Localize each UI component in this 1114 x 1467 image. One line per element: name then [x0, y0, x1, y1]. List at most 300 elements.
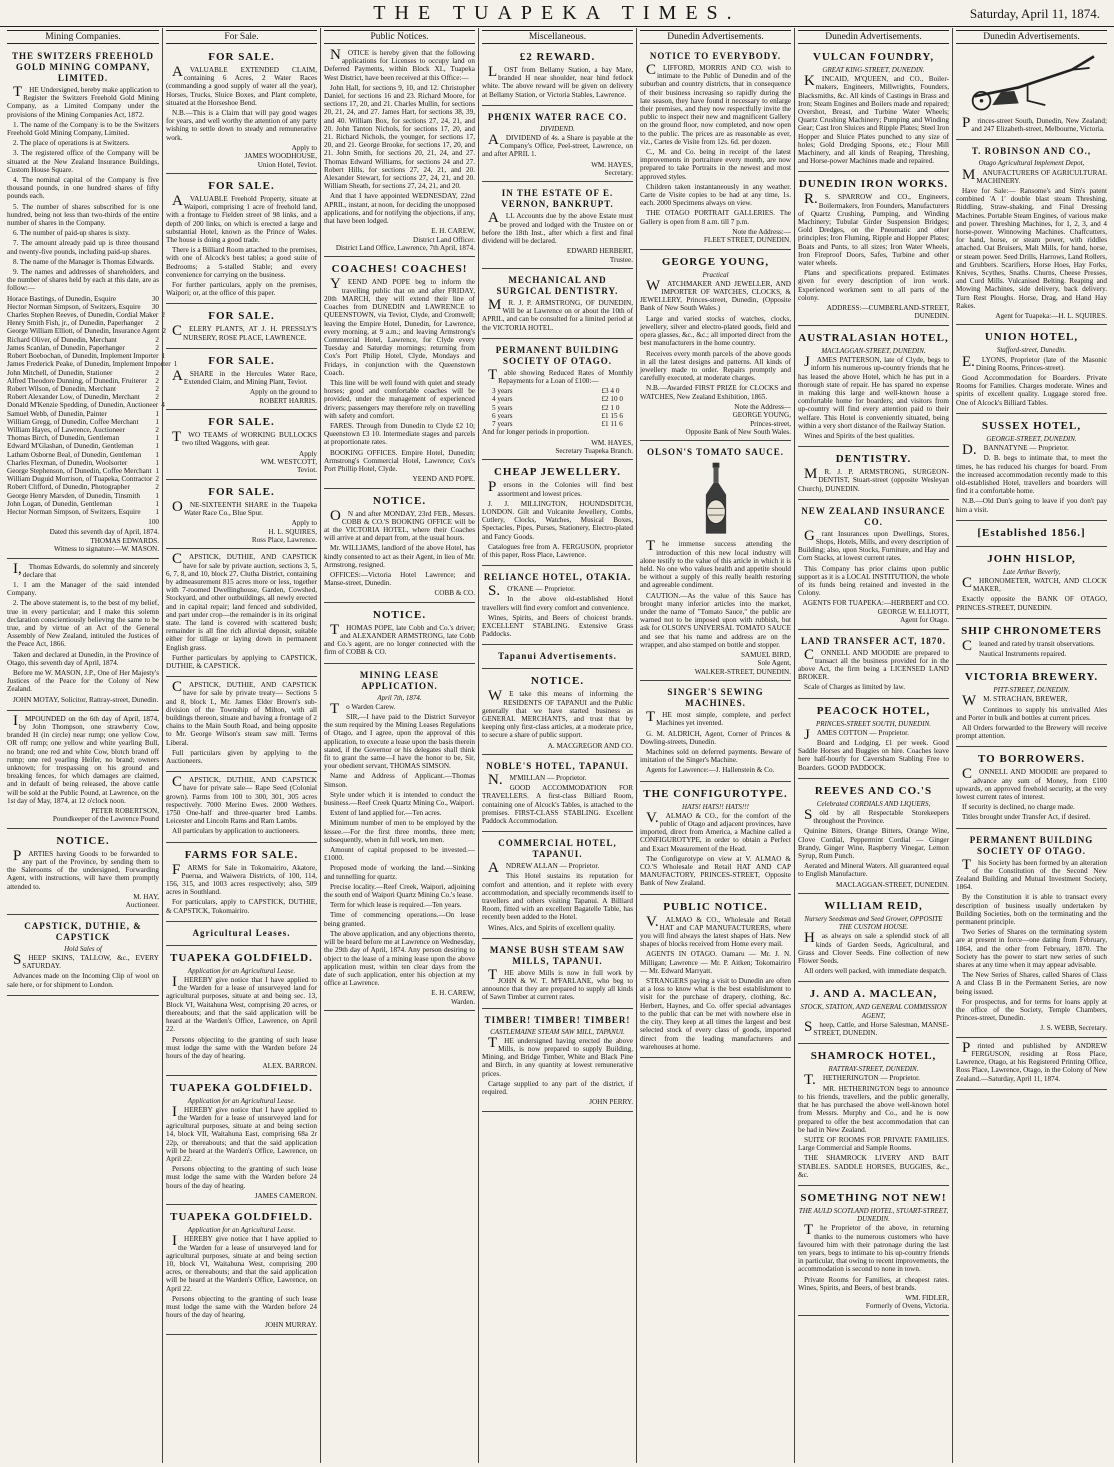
signature-line: JAMES CAMERON. — [254, 1191, 317, 1200]
ad-paragraph: PARTIES having Goods to be forwarded to any part of the Province, by sending them to the Salerooms of the undersigned, Forwarding Agent, with instructions, will have them promptly attended to. — [7, 847, 159, 891]
ad-paragraph: Style under which it is intended to conduct the business.—Reef Creek Quartz Mining Co., Waipori. — [324, 790, 475, 808]
ad-paragraph: V.ALMAO & CO., for the comfort of the public of Otago and adjacent provinces, have imported, direct from America, a Machine called a CONFIGUROTYPE, in order to obtain a Perfect and Exact Measurement of the Head. — [640, 809, 791, 853]
ad-title: TO BORROWERS. — [978, 753, 1085, 766]
ad-body — [798, 1074, 949, 1178]
ad-paragraph: JAMES COTTON — Proprietor. — [804, 726, 909, 743]
ad-body — [166, 776, 317, 835]
advertisement — [166, 351, 317, 410]
ad-body — [956, 695, 1107, 740]
signature-line: M. HAY, — [133, 892, 159, 901]
ad-body — [640, 64, 791, 226]
ad-title: JOHN HISLOP, — [987, 552, 1076, 565]
ad-title: PERMANENT BUILDING SOCIETY OF OTAGO. — [969, 834, 1094, 856]
shareholder-name: Samuel Webb, of Dunedin, Painter — [7, 409, 107, 418]
ad-body — [798, 932, 949, 975]
advertisement — [7, 917, 159, 996]
shareholder-row — [7, 303, 159, 311]
ad-paragraph: Large and varied stocks of watches, clocks, jewellery, silver and electro-plated goods, field and opera glasses, &c., &c.; all imported direct from the best manufacturers in the home country. — [640, 314, 791, 348]
ad-subtitle: Application for an Agricultural Lease. — [187, 1226, 296, 1235]
ad-paragraph: IHEREBY give notice that I have applied to the Warden for a lease of unsurveyed land for agricultural purposes, situate at and being sec. 13, Block VI, Waitahuna West, comprising 20 acres, or thereabouts; and that the said application will be heard at the Warden's Office, Lawrence, on April 22. — [166, 974, 317, 1034]
ad-title: NOTICE. — [56, 834, 110, 847]
ad-paragraph: CONNELL AND MOODIE are prepared to advance any sum of Money, from £100 upwards, on approved freehold security, at the very lowest current rates of interest. — [956, 766, 1107, 801]
signature-line: FLEET STREET, DUNEDIN. — [703, 236, 791, 245]
ad-paragraph: CAPSTICK, DUTHIE, AND CAPSTICK have for sale by private treaty— Sections 5 and 8, block I., Mr. James Elder Brown's sub-division of the Township of Milton, with all buildings thereon, situate and having a frontage of 2 chains to the Main South Road, and being opposite to Mr. George Wilson's steam saw mill. Terms Liberal. — [166, 679, 317, 747]
advertisement — [640, 683, 791, 781]
ad-subtitle: Practical — [702, 270, 729, 279]
shareholder-name: Latham Osborne Beal, of Dunedin, Gentleman — [7, 450, 142, 459]
column-header: Dunedin Advertisements. — [640, 30, 791, 44]
ad-paragraph: Good Accommodation for Boarders. Private Rooms for Families. Charges moderate. Wines and spirits of excellent quality. Luggage stored free. One of Alcock's Billiard Tables. — [956, 374, 1107, 407]
ad-body — [166, 195, 317, 297]
signature-block — [324, 475, 475, 483]
ad-body — [482, 212, 633, 245]
ad-paragraph: Catalogues free from A. FERGUSON, proprietor of this paper, Ross Place, Lawrence. — [482, 542, 633, 559]
advertisement — [798, 781, 949, 894]
ad-paragraph: CONNELL AND MOODIE are prepared to transact all the business provided for in the above Act, the firm being a LICENSED LAND BROKER. — [798, 646, 949, 682]
signature-line: WM. HAYES, — [591, 438, 633, 447]
shareholder-shares: 2 — [155, 425, 159, 434]
shareholder-name: Henry Smith Fish, jr., of Dunedin, Paperhanger — [7, 319, 144, 328]
shareholder-row — [7, 319, 159, 327]
ad-paragraph: D.BANNATYNE — Proprietor. — [962, 442, 1069, 459]
signature-block — [324, 227, 475, 252]
ad-title: FOR SALE. — [208, 180, 275, 193]
ad-title: SOMETHING NOT NEW! — [800, 1191, 947, 1204]
advertisement — [798, 502, 949, 630]
advertisement — [640, 897, 791, 1058]
column-7 — [952, 28, 1110, 1463]
advertisement — [7, 561, 159, 711]
ad-title: LAND TRANSFER ACT, 1870. — [801, 635, 946, 646]
ad-title: DENTISTRY. — [835, 453, 912, 466]
signature-line: EDWARD HERBERT, — [566, 247, 633, 256]
shareholder-shares: 1 — [155, 417, 159, 426]
ad-title: SUSSEX HOTEL, — [981, 419, 1082, 432]
ad-body — [640, 711, 791, 774]
ad-paragraph: SHEEP SKINS, TALLOW, &c., EVERY SATURDAY. — [13, 951, 159, 971]
signature-block — [956, 312, 1107, 320]
advertisement — [482, 184, 633, 269]
ad-paragraph: BOOKING OFFICES. Empire Hotel, Dunedin; Armstrong's Commercial Hotel, Lawrence; Cox's Port Phillip Hotel, Clyde. — [324, 448, 475, 473]
signature-line: Auctioneer. — [125, 901, 159, 910]
ad-paragraph: N.B.—This is a Claim that will pay good wages for years, and well worthy the attention of any party wishing to settle down to steady and remunerative work. — [166, 109, 317, 142]
ad-title: TIMBER! TIMBER! TIMBER! — [484, 1014, 631, 1025]
signature-block — [482, 439, 633, 456]
signature-line: GEORGE W. ELLIOTT, — [877, 607, 949, 616]
ad-title: PERMANENT BUILDING SOCIETY OF OTAGO. — [495, 344, 620, 366]
signature-line: Agent for Tuapeka:—H. L. SQUIRES. — [995, 312, 1107, 321]
ad-paragraph: 8. The name of the Manager is Thomas Edwards. — [13, 257, 155, 266]
ad-paragraph: To Warden Carew. — [330, 700, 396, 717]
ad-title: NOTICE. — [530, 675, 585, 688]
ad-paragraph: 9. The names and addresses of shareholders, and the number of shares held by each at this date, are as follow:— — [7, 268, 159, 293]
ad-subtitle: Celebrated CORDIALS AND LIQUERS, — [816, 799, 931, 808]
advertisement — [482, 108, 633, 183]
advertisement — [166, 306, 317, 348]
ad-title: TUAPEKA GOLDFIELD. — [170, 1211, 313, 1224]
ad-paragraph: THE most simple, complete, and perfect Machines yet invented. — [646, 709, 791, 728]
advertisement — [798, 47, 949, 172]
advertisement — [324, 47, 475, 257]
ad-body — [7, 560, 159, 704]
ad-body — [956, 166, 1107, 310]
ad-paragraph: SIR,—I have paid to the District Surveyor the sum required by the Mining Leases Regulations of Otago, and I agree, upon the approval of this application, to execute a lease upon the basis therein stated, if the Governor or his delegates shall think fit to grant the same—I have the honor to be, Sir, your obedient servant, THOMAS SIMSON. — [324, 713, 475, 771]
shareholder-name: William Hayes, of Lawrence, Auctioneer — [7, 425, 125, 434]
ad-paragraph: S.O'KANE — Proprietor. — [488, 583, 575, 600]
ad-paragraph: Two Series of Shares on the terminating system are at present in force—one dating from February, 1864, and the other from February, 1870. The Society has the power to start new series of such shares at any time when it may appear advisable. — [956, 928, 1107, 970]
shareholder-name: Charles Stephen Reeves, of Dunedin, Cordial Maker — [7, 311, 159, 320]
ad-body — [482, 299, 633, 332]
signature-block — [482, 1098, 633, 1106]
ad-body — [166, 498, 317, 517]
shareholder-row — [7, 410, 159, 418]
ad-title: TUAPEKA GOLDFIELD. — [170, 951, 313, 964]
ad-body — [482, 481, 633, 559]
ad-paragraph: Taken and declared at Dunedin, in the Province of Otago, this seventh day of April, 1874. — [7, 650, 159, 667]
shareholder-row — [7, 344, 159, 352]
ad-body — [482, 690, 633, 739]
ad-title: NOBLE'S HOTEL, TAPANUI. — [486, 760, 629, 771]
ad-subtitle: Application for an Agricultural Lease. — [187, 966, 296, 975]
advertisement — [166, 845, 317, 922]
signature-block — [640, 403, 791, 437]
shareholder-name: George Stephenson, of Dunedin, Coffee Merchant — [7, 466, 152, 475]
ad-title: Agricultural Leases. — [192, 927, 291, 938]
shareholder-row — [7, 327, 166, 336]
ad-body — [640, 540, 791, 649]
shareholder-row — [7, 377, 159, 385]
ad-body — [166, 367, 317, 387]
ad-subtitle: Application for an Agricultural Lease. — [187, 1096, 296, 1105]
signature-line: Sole Agent, — [757, 659, 791, 668]
signature-block — [640, 228, 791, 245]
ad-body — [482, 366, 633, 386]
ad-paragraph: KINCAID, M'QUEEN, and CO., Boiler-makers, Engineers, Millwrights, Founders, Blacksmiths, &c. All kinds of Castings in Brass and Iron; Steam Engines and Boilers made and repaired; Overshot, Breast, and Turbine Water Wheels; Quartz Crushing Machinery; Pumping and Winding Gear; Cast Iron Sluices and Ripple Plates; Steel Iron Hopper and Sluice Plates punched to any size of holes; Gold Dredging Spoons, etc.; Flour Mill Machinery, and all kinds of Reaping, Threshing, and Horse-power Machines made and repaired. — [798, 73, 949, 166]
shareholder-shares: 2 — [155, 343, 159, 352]
ad-paragraph: WM. STRACHAN, BREWER, — [962, 693, 1068, 710]
ad-subtitle: PITT-STREET, DUNEDIN. — [993, 686, 1070, 695]
ad-body — [166, 553, 317, 670]
ad-subtitle: PRINCES-STREET SOUTH, DUNEDIN. — [816, 719, 931, 728]
ad-paragraph: C., M. and Co. being in receipt of the latest improvements in portraiture every month, are now prepared to take Portraits in the newest and most approved styles. — [640, 148, 791, 181]
ad-paragraph: Printed and published by ANDREW FERGUSON, residing at Ross Place, Lawrence, Otago, at his Registered Printing Office, Ross Place, Lawrence, Otago, in the Colony of New Zealand.—Saturday, April 11, 1874. — [956, 1039, 1107, 1083]
shareholder-row — [7, 500, 159, 508]
signature-line: JAMES WOODHOUSE, — [244, 152, 317, 161]
ad-paragraph: Exactly opposite the BANK OF OTAGO, PRINCES-STREET, DUNEDIN. — [956, 595, 1107, 612]
shareholder-name: Charles Flexman, of Dunedin, Woolsorter — [7, 458, 128, 467]
advertisement — [482, 568, 633, 645]
ad-paragraph: IMPOUNDED on the 6th day of April, 1874, by John Thompson, one strawberry Cow, branded H (in circle) near rump; one yellow Cow, OR off rump; one yellow and white yearling Bull, no brand; one red and white Cow, blotch brand off rump; one red yearling Heifer, no brand; owners unknown; for trespassing on his ground and breaking fences, for which damages are claimed, and in default of being released, the above cattle will be sold at the Public Pound, at Lawrence, on the 1st day of May, 1874, at 12 o'clock noon. — [7, 712, 159, 805]
table-cell-term: 6 years — [492, 411, 513, 420]
ad-paragraph: CHRONOMETER, WATCH, AND CLOCK MAKER, — [962, 574, 1107, 594]
shareholder-row — [7, 467, 159, 475]
shareholder-name: Hector Norman Simpson, of Switzers, Esquire — [7, 302, 141, 311]
shareholder-name: Robert Wilson, of Dunedin, Merchant — [7, 384, 116, 393]
ad-paragraph: AVALUABLE Freehold Property, situate at Waipori, comprising 1 acre of freehold land, with a frontage to Fielden street of 98 links, and a depth of 200 links, on which is erected a large and substantial Hotel, known as the Prince of Wales. The house is doing a good trade. — [166, 193, 317, 245]
table-cell-amount: £3 4 0 — [601, 387, 620, 396]
shareholder-name: George Henry Marsden, of Dunedin, Tinsmith — [7, 491, 141, 500]
ad-paragraph: There is a Billiard Room attached to the premises, with one of Alcock's best tables; a good suite of Bedrooms; a 5-stalled Stable; and every convenience for carrying on the business. — [166, 246, 317, 279]
ad-paragraph: 6. The number of paid-up shares is sixty. — [13, 229, 130, 238]
advertisement — [798, 449, 949, 500]
advertisement — [166, 176, 317, 304]
signature-block — [482, 742, 633, 750]
shareholder-row — [7, 352, 166, 361]
ad-paragraph: E.LYONS, Proprietor (late of the Masonic Dining Rooms, Princes-street). — [962, 353, 1107, 372]
ad-paragraph: ONE-SIXTEENTH SHARE in the Tuapeka Water Race Co., Blue Spur. — [172, 498, 317, 517]
ad-paragraph: Amount of capital proposed to be invested.—£1000. — [324, 846, 475, 863]
signature-line: Union Hotel, Teviot. — [257, 160, 317, 169]
ad-body — [798, 75, 949, 165]
shareholder-list — [7, 294, 178, 516]
signature-line: Formerly of Ovens, Victoria. — [865, 1302, 949, 1311]
shareholder-shares: 2 — [155, 335, 159, 344]
ad-paragraph: MR. HETHERINGTON begs to announce to his friends, travellers, and the public generally, that he has purchased the above well-known hotel from Messrs. Murphy and Co., and he is now prepared to offer the best accommodation that can be had in New Zealand. — [798, 1084, 949, 1134]
advertisement — [798, 1188, 949, 1316]
ad-paragraph: YEEND AND POPE beg to inform the travelling public that on and after FRIDAY, 20th MARCH, they will extend their line of Coaches from DUNEDIN and LAWRENCE to QUEENSTOWN, via Teviot, Clyde, and Cromwell; leaving the Empire Hotel, Dunedin, for Lawrence, every morning, at 9 a.m.; and leaving Armstrong's Commercial Hotel, Lawrence, for Clyde every Tuesday and Saturday mornings; returning from Cox's Port Philip Hotel, Clyde, Mondays and Fridays, in conjunction with the Queenstown Coach. — [324, 276, 475, 377]
shareholder-shares: 2 — [155, 393, 159, 402]
signature-block — [482, 247, 633, 264]
advertisement — [482, 47, 633, 106]
ad-paragraph: Extent of land applied for.—Ten acres. — [330, 809, 442, 818]
ad-paragraph: MR. J. P. ARMSTRONG, OF DUNEDIN, Will be at Lawrence on or about the 10th of APRIL, and can be consulted for a limited period at the VICTORIA HOTEL. — [482, 297, 633, 332]
ad-paragraph: This line will be well found with quiet and steady horses; good and comfortable coaches will be provided, under the management of experienced drivers; passengers may therefore rely on travelling with safety and comfort. — [324, 378, 475, 420]
ad-paragraph: Table showing Reduced Rates of Monthly Repayments for a Loan of £100:— — [488, 366, 633, 386]
advertisement — [166, 551, 317, 677]
ad-title: PUBLIC NOTICE. — [663, 900, 768, 913]
advertisement — [166, 1078, 317, 1206]
ad-paragraph: This Hotel sustains its reputation for comfort and attention, and it replete with every accommodation, and specially recommends itself to travellers and others visiting Tapanui. A Billiard Room, fitted with an excellent Bagatelle Table, has recently been added to the Hotel. — [482, 872, 633, 922]
ad-title: FOR SALE. — [208, 485, 275, 498]
ad-paragraph: FARES. Through from Dunedin to Clyde £2 10; Queenstown £3 10. Intermediate stages and parcels at proportionate rates. — [324, 421, 475, 447]
signature-block — [798, 1294, 949, 1311]
column-2 — [162, 28, 320, 1463]
advertisement — [798, 984, 949, 1044]
ad-title: GEORGE YOUNG, — [661, 255, 770, 268]
shareholder-row — [7, 426, 159, 434]
signature-line: Apply on the ground to — [249, 388, 317, 397]
ad-paragraph: D. B. begs to intimate that, to meet the times, he has reduced his charges for board. From the increased accommodation recently made to this old-established Hotel, travellers and boarders will find it a comfortable home. — [956, 454, 1107, 496]
ad-paragraph: THE above Mills is now in full work by JOHN & W. T. M'FARLANE, who beg to announce that they are prepared to supply all kinds of Sawn Timber at current rates. — [482, 966, 633, 1002]
signature-line: Trustee. — [609, 255, 633, 264]
ad-paragraph: AVALUABLE EXTENDED CLAIM, containing 6 Acres, 2 Water Races (commanding a good supply of water all the year), Horses, Trucks, Sluice Boxes, and Plant complete, situated at the Horseshoe Bend. — [166, 64, 317, 107]
signature-line: Opposite Bank of New South Wales. — [685, 427, 791, 436]
ad-paragraph: If security is declined, no charge made. — [962, 803, 1075, 812]
ad-subtitle: HATS! HATS!! HATS!!! — [682, 802, 749, 811]
ad-paragraph: Grant Insurances upon Dwellings, Stores, Shops, Hotels, Mills, and every description of Building; also, upon Stocks, Furniture, and Hay and Corn Stacks, at lowest current rates. — [798, 527, 949, 563]
signature-line: E. H. CAREW, — [431, 227, 475, 236]
ad-title: RELIANCE HOTEL, OTAKIA. — [483, 572, 632, 583]
shareholder-name: Robert Clifford, of Dunedin, Photographer — [7, 483, 130, 492]
shareholder-row — [7, 459, 159, 467]
ad-paragraph: CELERY PLANTS, AT J. H. PRESSLY'S NURSERY, ROSE PLACE, LAWRENCE. — [172, 323, 317, 342]
advertisement — [798, 701, 949, 779]
ad-paragraph: This Society has been formed by an alteration of the Constitution of the Second New Zealand Building and Mutual Investment Society, 1864. — [956, 856, 1107, 892]
shareholder-name: John Mitchell, of Dunedin, Stationer — [7, 368, 113, 377]
signature-line: Secretary Tuapeka Branch. — [555, 446, 633, 455]
advertisement — [166, 774, 317, 842]
ad-paragraph: FARMS for Sale in Tokomairiro, Akatore, Puerua, and Waiwera Districts, of 100, 114, 156, 315, and 1003 acres respectively; also, 509 acres in Southland. — [166, 861, 317, 897]
signature-block — [482, 161, 633, 178]
ad-paragraph: Receives every month parcels of the above goods in all the latest designs and patterns. All kinds of jewellery made to order. Repairs promptly and carefully executed, at moderate charges. — [640, 349, 791, 383]
advertisement — [956, 1040, 1107, 1090]
ad-body — [7, 951, 159, 989]
signature-block — [798, 599, 949, 624]
ad-body — [7, 712, 159, 805]
ad-paragraph: Wines, Spirits, and Beers of choicest brands. EXCELLENT STABLING. Extensive Grass Paddocks. — [482, 613, 633, 639]
shareholder-name: Hector Norman Simpson, of Switzers, Esquire — [7, 507, 141, 516]
issue-date: Saturday, April 11, 1874. — [969, 6, 1100, 21]
shareholder-row — [7, 369, 159, 377]
ad-title: TUAPEKA GOLDFIELD. — [170, 1081, 313, 1094]
ad-title: AUSTRALASIAN HOTEL, — [798, 331, 949, 344]
ad-paragraph: Further particulars by applying to CAPSTICK, DUTHIE, & CAPSTICK. — [166, 653, 317, 670]
ad-paragraph: Time of commencing operations.—On lease being granted. — [324, 911, 475, 928]
shareholder-name: William Gregg, of Dunedin, Coffee Merchant — [7, 417, 139, 426]
ad-title: NOTICE. — [372, 608, 427, 621]
shareholder-row — [7, 295, 159, 303]
ad-paragraph: SUITE OF ROOMS FOR PRIVATE FAMILIES. Large Commercial and Sample Rooms. — [798, 1135, 949, 1153]
ad-title: WILLIAM REID, — [824, 900, 923, 913]
ad-paragraph: ON and after MONDAY, 23rd FEB., Messrs. COBB & CO.'S BOOKING OFFICE will be at the VICTORIA HOTEL, where their Coaches will arrive at and depart from, at the usual hours. — [324, 507, 475, 543]
ad-paragraph: STRANGERS paying a visit to Dunedin are often at a loss to know what is the best establishment to visit for the purchase of drapery, clothing, &c. Herbert, Haynes, and Co. offer special advantages to the public that can be met with nowhere else in the city. They keep at all times the largest and best selected stock of every class of goods, imported direct from the leading manufacturers and warehouses at home. — [640, 977, 791, 1051]
shareholder-shares: 1 — [155, 499, 159, 508]
shareholder-name: James Scanlan, of Dunedin, Paperhanger — [7, 343, 125, 352]
signature-line: COBB & CO. — [434, 589, 475, 598]
signature-line: District Land Officer. — [413, 235, 475, 244]
ad-subtitle: MACLAGGAN-STREET, DUNEDIN. — [821, 346, 926, 355]
ad-paragraph: And that I have appointed WEDNESDAY, 22nd APRIL, instant, at noon, for deciding the unopposed applications, and for notifying the objections, if any, that have been lodged. — [324, 192, 475, 226]
ad-subtitle: April 7th, 1874. — [377, 693, 422, 702]
ad-body — [166, 1103, 317, 1190]
ad-subtitle: DIVIDEND. — [540, 124, 575, 133]
table-cell-term: 3 years — [492, 387, 513, 396]
signature-line: E. H. CAREW, — [431, 989, 475, 998]
ad-paragraph: 1. I am the Manager of the said intended Company. — [7, 580, 159, 598]
ad-paragraph: Machines sold on deferred payments. Beware of imitation of the Singer's Machine. — [640, 748, 791, 765]
ad-title: NOTICE TO EVERYBODY. — [649, 51, 782, 61]
column-3 — [320, 28, 478, 1463]
ad-title: J. AND A. MACLEAN, — [809, 988, 938, 1001]
advertisement — [7, 47, 178, 559]
ad-body — [166, 861, 317, 915]
advertisement — [166, 47, 317, 174]
ad-body — [324, 278, 475, 473]
advertisement — [956, 831, 1107, 1038]
column-4 — [478, 28, 636, 1463]
shareholder-row — [7, 360, 178, 369]
shareholder-name: James Frederick Peake, of Dunedin, Implement Importer — [7, 360, 171, 369]
ad-paragraph: WE take this means of informing the RESIDENTS OF TAPANUI and the Public generally that we have started business as GENERAL MERCHANTS, and trust that by keeping only first-class articles, at a moderate price, to secure a share of public support. — [482, 688, 633, 740]
ad-paragraph: IHEREBY give notice that I have applied to the Warden for a lease of unsurveyed land for agricultural purposes, situate at and being section 14, block VII, Waitahuna East, comprising 68a 2r 22p, or thereabouts; and that the said application will be heard at the Warden's Office, Lawrence, on April 22. — [166, 1103, 317, 1163]
ad-paragraph: Quinine Bitters, Orange Bitters, Orange Wine, Clove Cordial, Peppermint Cordial — Ginger Brandy, Ginger Wine, Raspberry Vinegar, Lemon Syrup, Rum Punch. — [798, 827, 949, 861]
ad-title: FOR SALE. — [208, 354, 275, 367]
shareholder-row — [7, 492, 159, 500]
closing-line: Witness to signature:—W. MASON. — [53, 545, 159, 554]
ad-paragraph: Precise locality.—Reef Creek, Waipori, adjoining the south end of Waipori Quartz Mining Co.'s lease. — [324, 882, 475, 900]
signature-block — [166, 1321, 317, 1329]
ad-body — [166, 325, 317, 341]
ad-title: VULCAN FOUNDRY, — [812, 51, 935, 63]
ad-paragraph: Name and Address of Applicant.—Thomas Simson. — [324, 772, 475, 789]
ad-paragraph: Cartage supplied to any part of the district, if required. — [482, 1079, 633, 1097]
ad-paragraph: 7. The amount already paid up is three thousand and twenty-five pounds, including paid-up shares. — [7, 239, 159, 256]
shareholder-name: John Logan, of Dunedin, Gentleman — [7, 499, 112, 508]
signature-line: SAMUEL BIRD, — [740, 650, 791, 659]
advertisement — [482, 941, 633, 1009]
advertisement — [482, 757, 633, 832]
ad-paragraph: In the above old-established Hotel travellers will find every comfort and convenience. — [482, 595, 633, 612]
ad-title: FOR SALE. — [208, 51, 275, 63]
ad-paragraph: ASHARE in the Hercules Water Race, Extended Claim, and Mining Plant, Teviot. — [172, 367, 317, 387]
ad-paragraph: CAPSTICK, DUTHIE, AND CAPSTICK have for sale by private auction, sections 3, 5, 6, 7, 8, and 10, block 27, Clutha District, containing by admeasurement 815 acres more or less, together with 7-roomed Dwellinghouse, Garden, Cowshed, Stockyard, and other outbuildings, all newly erected and in capital repair; land fenced and subdivided, and part under crop—the remainder is in its original state. The land is covered with scattered bush; remainder is all fine rich alluvial deposit, suitable either for tillage or laying down in permanent English grass. — [166, 551, 317, 652]
ad-body — [798, 1018, 949, 1038]
signature-line: JOHN PERRY. — [589, 1098, 633, 1107]
signature-line: MACLAGGAN-STREET, DUNEDIN. — [835, 880, 949, 889]
ad-title: PHŒNIX WATER RACE CO. — [487, 111, 628, 122]
advertisement — [166, 482, 317, 550]
signature-block — [166, 450, 317, 475]
shareholder-shares: 2 — [155, 483, 159, 492]
repayment-table — [482, 387, 633, 428]
advertisement — [956, 667, 1107, 747]
plough-illustration — [956, 52, 1107, 114]
closing-line: Dated this seventh day of April, 1874. — [49, 528, 159, 537]
ad-body — [166, 681, 317, 765]
signature-line: Princes-street, — [750, 419, 791, 428]
ad-paragraph: CLIFFORD, MORRIS AND CO. wish to intimate to the Public of Dunedin and of the suburban and country districts, that in consequence of their business increasing so rapidly during the late season, they have found it necessary to enlarge their premises, and they now respectfully invite the public to inspect their new and magnificent Gallery on the ground floor, now completed, and now open to the public. The prices are as reasonable as ever, viz., Cartes de Visite from 12s. 6d. per dozen. — [640, 62, 791, 146]
shareholder-row — [7, 508, 159, 516]
ad-paragraph: Advances made on the Incoming Clip of wool on sale here, or for shipment to London. — [7, 972, 159, 989]
ad-body — [482, 66, 633, 99]
signature-line: JOHN MURRAY. — [265, 1321, 317, 1330]
advertisement — [956, 523, 1107, 547]
advertisement — [482, 1011, 633, 1112]
ad-title: SHIP CHRONOMETERS — [961, 624, 1102, 637]
ad-body — [798, 809, 949, 879]
column-header: Dunedin Advertisements. — [798, 30, 949, 44]
ad-paragraph: The immense success attending the introduction of this new local industry will alone testify to the value of this article in which it is held. No one who values health and appetite should be without a supply of this really health restoring and agreeable condiment. — [640, 538, 791, 590]
ad-subtitle: CASTLEMAINE STEAM SAW MILL, TAPANUI. — [490, 1027, 625, 1036]
shares-total: 100 — [148, 518, 159, 527]
column-1 — [4, 28, 178, 1463]
signature-block — [166, 1192, 317, 1200]
signature-line: ADDRESS:—CUMBERLAND-STREET, — [826, 304, 949, 313]
signature-line: DUNEDIN. — [914, 312, 949, 321]
ad-body — [482, 134, 633, 159]
advertisement — [640, 47, 791, 250]
ad-paragraph: Persons objecting to the granting of such lease must lodge the same with the Warden before 24 hours of the day of hearing. — [166, 1294, 317, 1320]
advertisement — [956, 142, 1107, 325]
ad-title: MINING LEASE APPLICATION. — [359, 669, 440, 691]
advertisement — [482, 462, 633, 566]
ad-paragraph: The Proprietor of the above, in returning thanks to the numerous customers who have favoured him with their patronage during the last ten years, begs to intimate to his up-country friends in particular, that owing to recent improvements, the accommodation is second to none in town. — [798, 1222, 949, 1274]
advertisement — [166, 948, 317, 1076]
ad-body — [640, 809, 791, 888]
ad-subtitle: Nursery Seedsman and Seed Grower, OPPOSITE THE CUSTOM HOUSE. — [804, 915, 943, 932]
shareholder-row — [7, 401, 165, 410]
ad-subtitle: STOCK, STATION, AND GENERAL COMMISSION AGENT, — [800, 1003, 947, 1020]
ad-paragraph: THOMAS POPE, late Cobb and Co.'s driver; and ALEXANDER ARMSTRONG, late Cobb and Co.'s agent, are no longer connected with the firm of COBB & CO. — [324, 621, 475, 657]
advertisement — [324, 666, 475, 1012]
advertisement — [956, 47, 1107, 140]
ad-paragraph: NOTICE is hereby given that the following applications for Licenses to occupy land on Deferred Payments, within Block XI., Tuapeka West District, have been received at this Office:— — [324, 47, 475, 82]
ad-body — [798, 193, 949, 302]
shareholder-name: Richard Oliver, of Dunedin, Merchant — [7, 335, 117, 344]
shareholder-shares: 1 — [155, 507, 159, 516]
ad-paragraph: AGENTS IN OTAGO. Oamaru — Mr. J. N. Milligan; Lawrence — Mr. P. Aitken; Tokomairiro — Mr. Edward Marryatt. — [640, 950, 791, 975]
shareholder-row — [7, 451, 159, 459]
